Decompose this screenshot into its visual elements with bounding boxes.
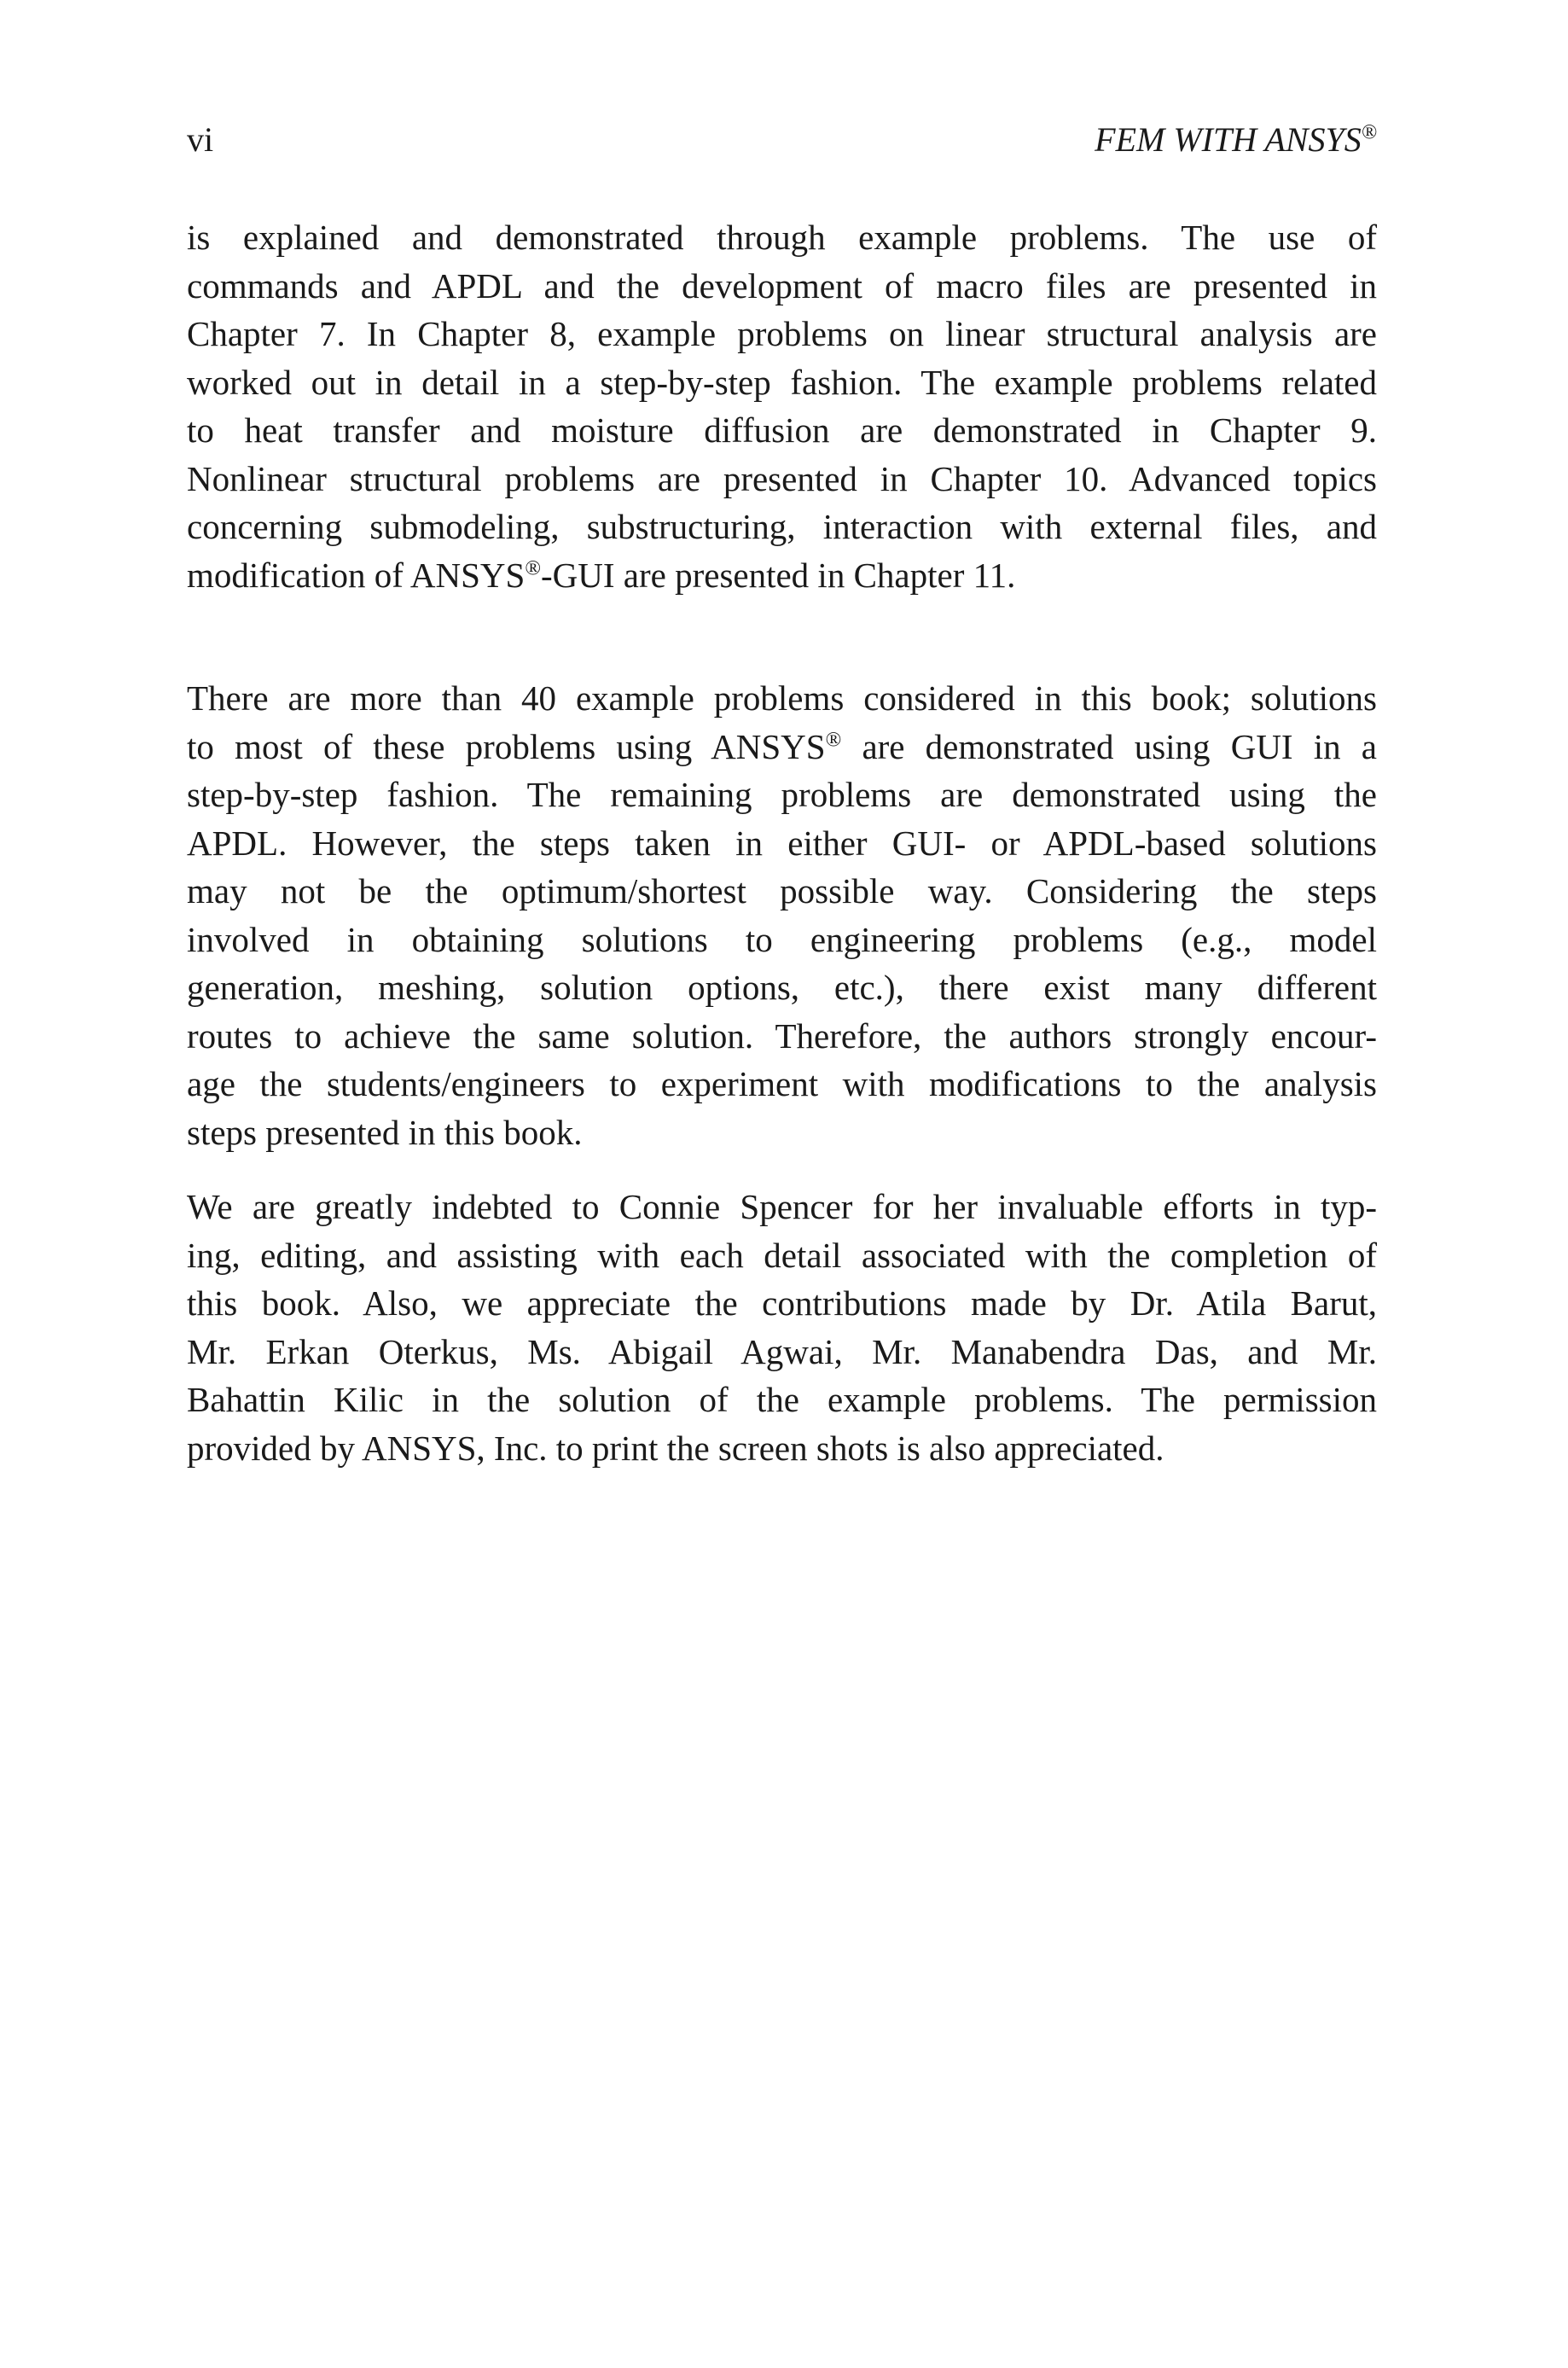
page-number: vi (187, 120, 214, 159)
text-line: step-by-step fashion. The remaining problems are demonstrated using the (187, 775, 1377, 814)
text-line: generation, meshing, solution options, etc.), there exist many different (187, 968, 1377, 1007)
text-line: to most of these problems using ANSYS® are demonstrated using GUI in a (187, 726, 1377, 766)
text-line: age the students/engineers to experiment with modifications to the analysis (187, 1064, 1377, 1103)
text-line: Nonlinear structural problems are presented in Chapter 10. Advanced topics (187, 458, 1377, 498)
text-line: commands and APDL and the development of macro files are presented in (187, 265, 1377, 305)
text-line: provided by ANSYS, Inc. to print the screen shots is also appreciated. (187, 1428, 1164, 1468)
text-line: involved in obtaining solutions to engineering problems (e.g., model (187, 919, 1377, 959)
text-line: APDL. However, the steps taken in either GUI- or APDL-based solutions (187, 823, 1377, 863)
paragraph-chapters-overview (187, 213, 1377, 599)
text-line: Chapter 7. In Chapter 8, example problems on linear structural analysis are (187, 314, 1377, 353)
paragraph-example-problems (187, 674, 1377, 1156)
text-line: We are greatly indebted to Connie Spencer for her invaluable efforts in typ- (187, 1187, 1377, 1226)
text-line: is explained and demonstrated through example problems. The use of (187, 218, 1377, 257)
text-line: to heat transfer and moisture diffusion are demonstrated in Chapter 9. (187, 410, 1377, 450)
text-line: may not be the optimum/shortest possible way. Considering the steps (187, 871, 1377, 911)
text-line: ing, editing, and assisting with each detail associated with the completion of (187, 1235, 1377, 1275)
running-title: FEM WITH ANSYS® (1095, 120, 1377, 159)
text-line: Bahattin Kilic in the solution of the example problems. The permission (187, 1380, 1377, 1419)
text-line: routes to achieve the same solution. Therefore, the authors strongly encour- (187, 1015, 1377, 1056)
text-line: this book. Also, we appreciate the contributions made by Dr. Atila Barut, (187, 1283, 1377, 1323)
paragraph-acknowledgments (187, 1183, 1377, 1472)
text-line: worked out in detail in a step-by-step fashion. The example problems related (187, 362, 1377, 402)
text-line: There are more than 40 example problems considered in this book; solutions (187, 678, 1377, 718)
text-line: steps presented in this book. (187, 1112, 583, 1152)
text-line: Mr. Erkan Oterkus, Ms. Abigail Agwai, Mr. Manabendra Das, and Mr. (187, 1331, 1377, 1371)
text-line: modification of ANSYS®-GUI are presented in Chapter 11. (187, 555, 1016, 595)
text-line: concerning submodeling, substructuring, interaction with external files, and (187, 507, 1377, 546)
